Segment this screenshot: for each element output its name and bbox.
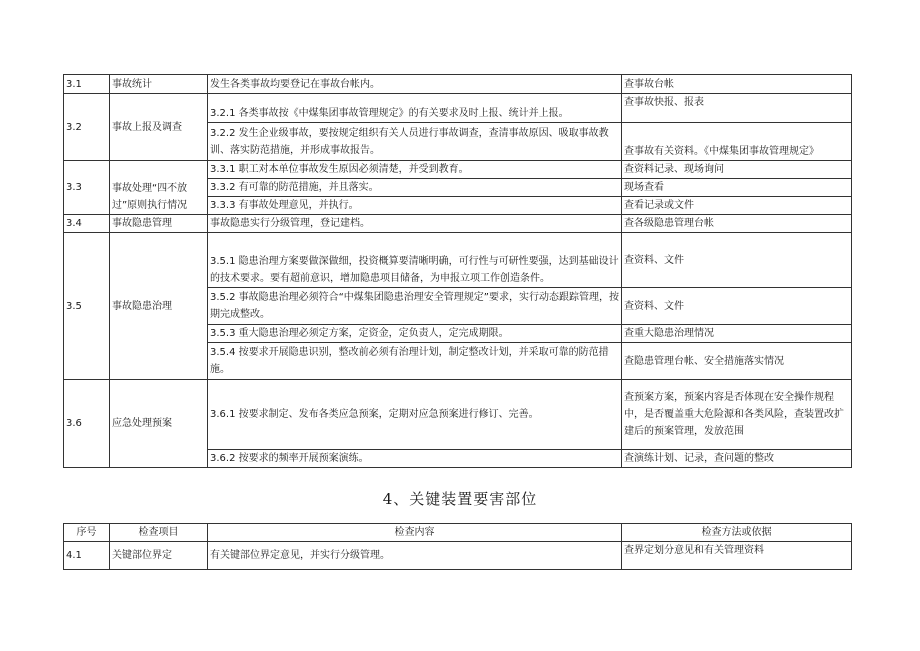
check-item: 事故隐患治理: [110, 233, 208, 380]
check-method: 查隐患管理台帐、安全措施落实情况: [622, 343, 852, 380]
check-content: 3.5.2 事故隐患治理必须符合“中煤集团隐患治理安全管理规定”要求，实行动态跟踪管理，按期完成整改。: [208, 288, 622, 325]
row-number: 3.3: [64, 161, 110, 215]
check-item: 应急处理预案: [110, 380, 208, 468]
check-method: 查重大隐患治理情况: [622, 325, 852, 343]
check-method: 现场查看: [622, 179, 852, 197]
header-item: 检查项目: [110, 524, 208, 542]
table-row: [64, 215, 852, 233]
check-method: 查事故快报、报表: [622, 94, 852, 123]
check-content: 事故隐患实行分级管理，登记建档。: [208, 215, 622, 233]
row-number: 3.1: [64, 75, 110, 94]
check-method: 查资料、文件: [622, 288, 852, 325]
inspection-table-section-3: [63, 74, 852, 468]
check-method: 查预案方案，预案内容是否体现在安全操作规程中，是否覆盖重大危险源和各类风险，查装置改扩建后的预案管理，发放范围: [622, 380, 852, 450]
table-row: [64, 380, 852, 450]
check-content: 3.3.3 有事故处理意见，并执行。: [208, 197, 622, 215]
check-content: 3.5.4 按要求开展隐患识别，整改前必须有治理计划，制定整改计划，并采取可靠的防范措施。: [208, 343, 622, 380]
header-method: 检查方法或依据: [622, 524, 852, 542]
check-content: 3.6.2 按要求的频率开展预案演练。: [208, 450, 622, 468]
check-content: 3.2.1 各类事故按《中煤集团事故管理规定》的有关要求及时上报、统计并上报。: [208, 94, 622, 123]
table-row: [64, 94, 852, 123]
check-item: 事故处理“四不放过”原则执行情况: [110, 161, 208, 215]
check-content: 3.3.1 职工对本单位事故发生原因必须清楚，并受到教育。: [208, 161, 622, 179]
table-row: [64, 161, 852, 179]
section-title: 4、关键装置要害部位: [382, 490, 538, 508]
header-number: 序号: [64, 524, 110, 542]
check-content: 3.5.3 重大隐患治理必须定方案，定资金，定负责人，定完成期限。: [208, 325, 622, 343]
check-method: 查看记录或文件: [622, 197, 852, 215]
check-method: 查各级隐患管理台帐: [622, 215, 852, 233]
check-content: 3.5.1 隐患治理方案要做深做细，投资概算要清晰明确，可行性与可研性要强，达到基础设计的技术要求。要有超前意识，增加隐患项目储备，为申报立项工作创造条件。: [208, 233, 622, 288]
table-row: [64, 542, 852, 570]
header-content: 检查内容: [208, 524, 622, 542]
check-method: 查界定划分意见和有关管理资料: [622, 542, 852, 570]
check-content: 3.2.2 发生企业级事故，要按规定组织有关人员进行事故调查，查清事故原因、吸取事故教训、落实防范措施，并形成事故报告。: [208, 123, 622, 161]
check-item: 事故隐患管理: [110, 215, 208, 233]
table-row: [64, 233, 852, 288]
row-number: 3.5: [64, 233, 110, 380]
check-content: 3.3.2 有可靠的防范措施，并且落实。: [208, 179, 622, 197]
table-row: [64, 75, 852, 94]
row-number: 3.6: [64, 380, 110, 468]
check-method: 查事故台帐: [622, 75, 852, 94]
row-number: 4.1: [64, 542, 110, 570]
inspection-table-section-4: [63, 523, 852, 570]
check-item: 事故统计: [110, 75, 208, 94]
table-header-row: [64, 524, 852, 542]
check-method: 查资料、文件: [622, 233, 852, 288]
check-content: 3.6.1 按要求制定、发布各类应急预案，定期对应急预案进行修订、完善。: [208, 380, 622, 450]
check-method: 查资料记录、现场询问: [622, 161, 852, 179]
check-item: 事故上报及调查: [110, 94, 208, 161]
check-content: 发生各类事故均要登记在事故台帐内。: [208, 75, 622, 94]
row-number: 3.2: [64, 94, 110, 161]
check-method: 查事故有关资料。《中煤集团事故管理规定》: [622, 123, 852, 161]
row-number: 3.4: [64, 215, 110, 233]
check-item: 关键部位界定: [110, 542, 208, 570]
check-content: 有关键部位界定意见，并实行分级管理。: [208, 542, 622, 570]
check-method: 查演练计划、记录，查问题的整改: [622, 450, 852, 468]
